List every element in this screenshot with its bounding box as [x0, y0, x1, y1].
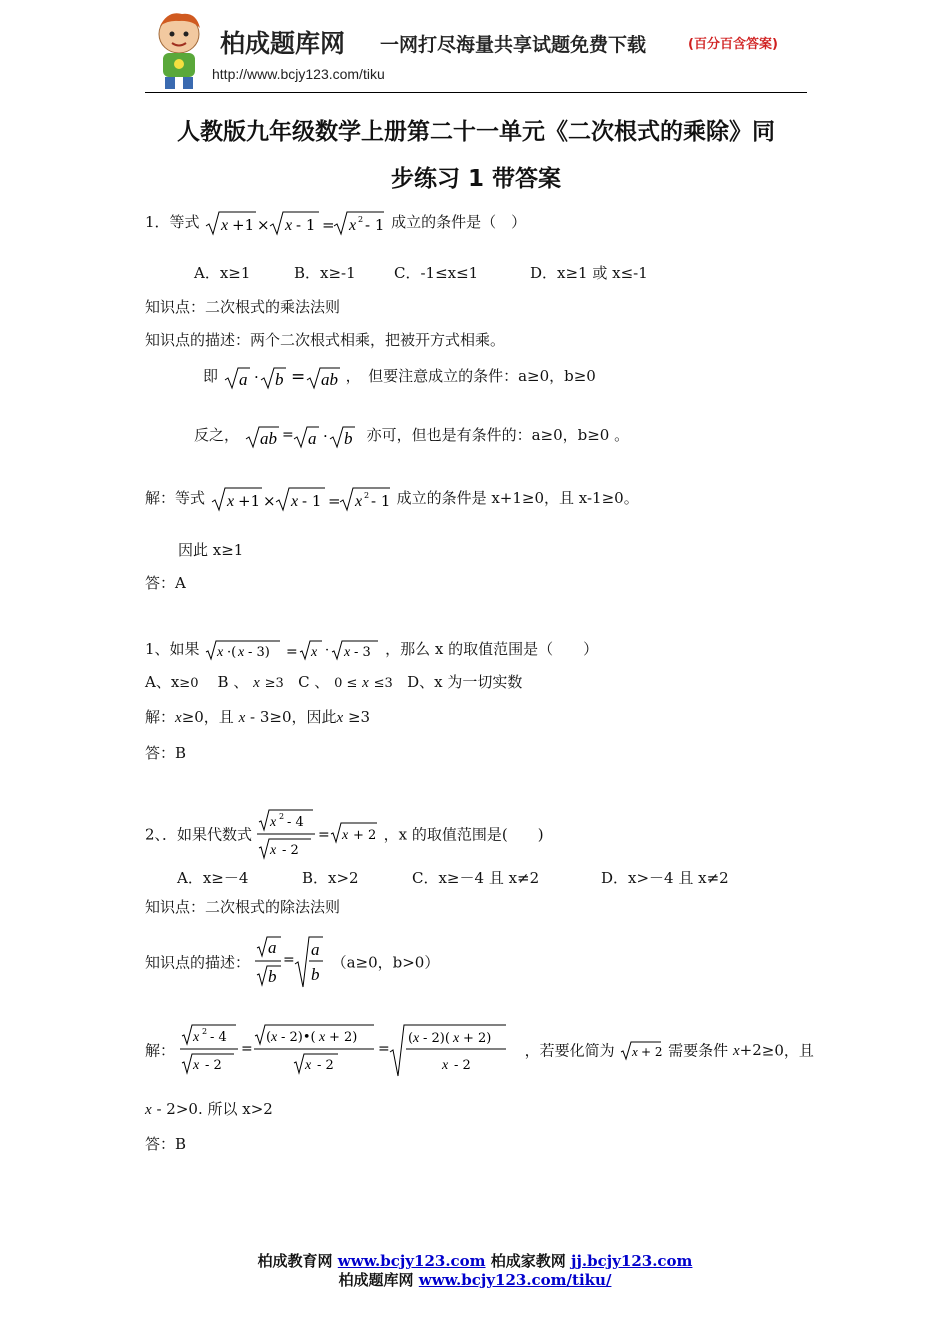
- svg-text:=: =: [286, 644, 299, 660]
- q1-option-b: B．x≥-1: [294, 264, 356, 282]
- page-title-line2: 步练习 1 带答案: [390, 166, 562, 192]
- q3-option-a: A．x≥－4: [177, 869, 249, 887]
- q1-option-d: D．x≥1 或 x≤-1: [530, 264, 648, 282]
- svg-text:=: =: [317, 827, 330, 843]
- svg-text:b: b: [267, 967, 277, 986]
- footer-link-bcjy[interactable]: www.bcjy123.com: [337, 1252, 486, 1270]
- footer-line2: 柏成题库网 www.bcjy123.com/tiku/: [338, 1271, 612, 1289]
- svg-text:x: x: [221, 217, 229, 234]
- svg-text:- 2: - 2: [316, 1058, 334, 1073]
- q3-knowledge-point: 知识点：二次根式的除法法则: [145, 898, 341, 916]
- q1-equation: [204, 210, 386, 236]
- svg-text:- 1: - 1: [296, 216, 316, 234]
- q1-option-a: A．x≥1: [194, 264, 251, 282]
- svg-text:x: x: [318, 1030, 326, 1045]
- svg-text:+ 2: + 2: [352, 828, 377, 843]
- svg-text:·: ·: [322, 427, 328, 445]
- svg-text:x: x: [349, 217, 357, 234]
- q3-answer: 答：B: [145, 1135, 187, 1153]
- q1-rule-reverse: 反之， ab = a · b 亦可，但也是有条件的：a≥0，b≥0 。: [194, 423, 629, 449]
- q1-solution: 解：等式 x +1 × x - 1 = x 2 - 1 成立的条件是 x+1≥0，且 x-1≥0。: [145, 486, 639, 512]
- svg-text:- 3: - 3: [354, 645, 372, 660]
- q3-solution-line2: x - 2>0. 所以 x>2: [145, 1100, 273, 1118]
- q3-option-c: C．x≥－4 且 x≠2: [412, 869, 540, 887]
- svg-text:+ 2): + 2): [462, 1031, 492, 1046]
- svg-text:b: b: [310, 965, 320, 984]
- q2-option-c: C 、 0 ≤ x ≤3: [298, 673, 393, 691]
- svg-text:×: ×: [257, 216, 270, 234]
- svg-text:ab: ab: [320, 370, 338, 389]
- svg-text:ab: ab: [259, 429, 277, 448]
- svg-text:x: x: [290, 493, 298, 510]
- svg-text:- 1: - 1: [365, 216, 385, 234]
- svg-text:+ 2): + 2): [328, 1030, 358, 1045]
- q3-option-d: D．x>－4 且 x≠2: [601, 869, 729, 887]
- svg-text:x: x: [441, 1058, 449, 1073]
- svg-text:x: x: [632, 1044, 639, 1059]
- svg-text:a: a: [238, 370, 248, 389]
- svg-text:=: =: [290, 367, 306, 387]
- q1-solution-equation: [210, 486, 392, 512]
- svg-text:=: =: [282, 952, 295, 968]
- svg-text:(: (: [265, 1030, 271, 1045]
- svg-text:=: =: [327, 492, 341, 510]
- svg-text:- 2: - 2: [204, 1058, 222, 1073]
- header-divider: [145, 92, 807, 93]
- svg-text:=: =: [322, 216, 335, 234]
- svg-text:a: a: [307, 429, 317, 448]
- svg-text:b: b: [343, 429, 353, 448]
- q3-fraction-expression: [257, 806, 379, 862]
- svg-text:- 3): - 3): [248, 645, 271, 660]
- svg-text:x: x: [341, 828, 349, 843]
- q2-equation: [204, 639, 380, 661]
- svg-text:x: x: [452, 1031, 460, 1046]
- svg-text:x: x: [192, 1030, 200, 1045]
- q1-answer: 答：A: [145, 574, 186, 592]
- svg-text:=: =: [377, 1041, 390, 1057]
- q2-option-d: D、x 为一切实数: [407, 673, 523, 691]
- mascot-logo-icon: [148, 8, 210, 92]
- q3-knowledge-desc: 知识点的描述： a b = a b （a≥0，b>0）: [145, 934, 439, 990]
- svg-text:x: x: [217, 645, 224, 660]
- svg-text:2: 2: [363, 491, 369, 500]
- svg-text:a: a: [310, 940, 320, 959]
- svg-text:x: x: [270, 1030, 278, 1045]
- svg-text:+1: +1: [237, 492, 260, 510]
- q3-solution-equation: [180, 1022, 520, 1078]
- svg-text:·: ·: [325, 643, 330, 658]
- svg-text:- 4: - 4: [209, 1030, 227, 1045]
- q2-option-b: B 、 x ≥3: [217, 673, 284, 691]
- svg-text:·: ·: [253, 368, 259, 386]
- svg-text:x: x: [354, 493, 362, 510]
- svg-text:- 2)•(: - 2)•(: [280, 1030, 316, 1045]
- page-title-line1: 人教版九年级数学上册第二十一单元《二次根式的乘除》同: [177, 119, 775, 145]
- svg-text:- 4: - 4: [286, 815, 304, 830]
- q3-option-b: B．x>2: [302, 869, 359, 887]
- svg-text:2: 2: [358, 215, 364, 224]
- q1-stem: 1．等式 x +1 × x - 1 = x 2 - 1 成立的条件是（ ）: [145, 210, 526, 236]
- q2-options: [145, 671, 522, 692]
- svg-text:- 2: - 2: [453, 1058, 471, 1073]
- q3-solution: 解： x 2 - 4 x - 2 = ( x - 2)•( x + 2) x - 2 = ( x - 2)( x + 2) x - 2 ，若要化简为 x + 2 需要条件 x+2≥0，且: [145, 1022, 814, 1078]
- footer-line1: 柏成教育网 www.bcjy123.com 柏成家教网 jj.bcjy123.com: [257, 1252, 693, 1270]
- svg-text:2: 2: [201, 1027, 207, 1036]
- q1-therefore: 因此 x≥1: [178, 541, 244, 559]
- svg-text:x: x: [285, 217, 293, 234]
- q1-knowledge-desc: 知识点的描述：两个二次根式相乘，把被开方式相乘。: [145, 331, 506, 349]
- brand-logo-text: 柏成题库网: [220, 29, 346, 58]
- svg-text:x: x: [412, 1031, 420, 1046]
- svg-text:a: a: [267, 938, 277, 957]
- q1-knowledge-point: 知识点：二次根式的乘法法则: [145, 298, 341, 316]
- svg-text:b: b: [274, 370, 284, 389]
- q1-option-c: C．-1≤x≤1: [394, 264, 479, 282]
- svg-text:=: =: [240, 1041, 253, 1057]
- svg-text:- 1: - 1: [370, 492, 391, 510]
- svg-text:x: x: [311, 645, 318, 660]
- svg-text:+ 2: + 2: [641, 1045, 663, 1059]
- svg-text:+1: +1: [232, 216, 255, 234]
- svg-text:x: x: [226, 493, 234, 510]
- svg-text:x: x: [269, 815, 277, 830]
- svg-text:- 2: - 2: [281, 843, 299, 858]
- svg-text:x: x: [269, 843, 277, 858]
- q2-solution: 解：x≥0，且 x - 3≥0，因此x ≥3: [145, 708, 371, 726]
- svg-text:(: (: [407, 1031, 413, 1046]
- q2-stem: 1、如果 x ·( x - 3) = x · x - 3 ，那么 x 的取值范围是（ ）: [145, 640, 599, 660]
- header-badge: (百分百含答案): [688, 37, 778, 52]
- footer-link-tiku[interactable]: www.bcjy123.com/tiku/: [418, 1271, 612, 1289]
- svg-text:x: x: [304, 1058, 312, 1073]
- footer-link-jj[interactable]: jj.bcjy123.com: [571, 1252, 693, 1270]
- q3-simplified-radical: [619, 1039, 663, 1061]
- q2-answer: 答：B: [145, 744, 187, 762]
- svg-text:x: x: [238, 645, 245, 660]
- q1-rule-forward-formula: [223, 364, 341, 390]
- q1-rule-forward: 即 a · b = ab ， 但要注意成立的条件：a≥0，b≥0: [203, 364, 596, 390]
- header-url: http://www.bcjy123.com/tiku: [212, 66, 385, 82]
- svg-text:=: =: [281, 427, 294, 443]
- svg-text:- 2)(: - 2)(: [422, 1031, 450, 1046]
- svg-text:x: x: [192, 1058, 200, 1073]
- q3-stem: 2、．如果代数式 x 2 - 4 x - 2 = x + 2 ，x 的取值范围是( ): [145, 806, 544, 862]
- header-slogan: 一网打尽海量共享试题免费下载: [380, 34, 647, 56]
- q3-division-rule-formula: [255, 934, 327, 990]
- svg-text:×: ×: [262, 492, 276, 510]
- svg-text:x: x: [344, 645, 351, 660]
- svg-text:- 1: - 1: [301, 492, 322, 510]
- svg-text:2: 2: [278, 812, 284, 821]
- svg-text:·(: ·(: [227, 645, 237, 660]
- q1-rule-reverse-formula: [244, 423, 362, 449]
- q2-option-a: A、x≥0: [145, 673, 199, 691]
